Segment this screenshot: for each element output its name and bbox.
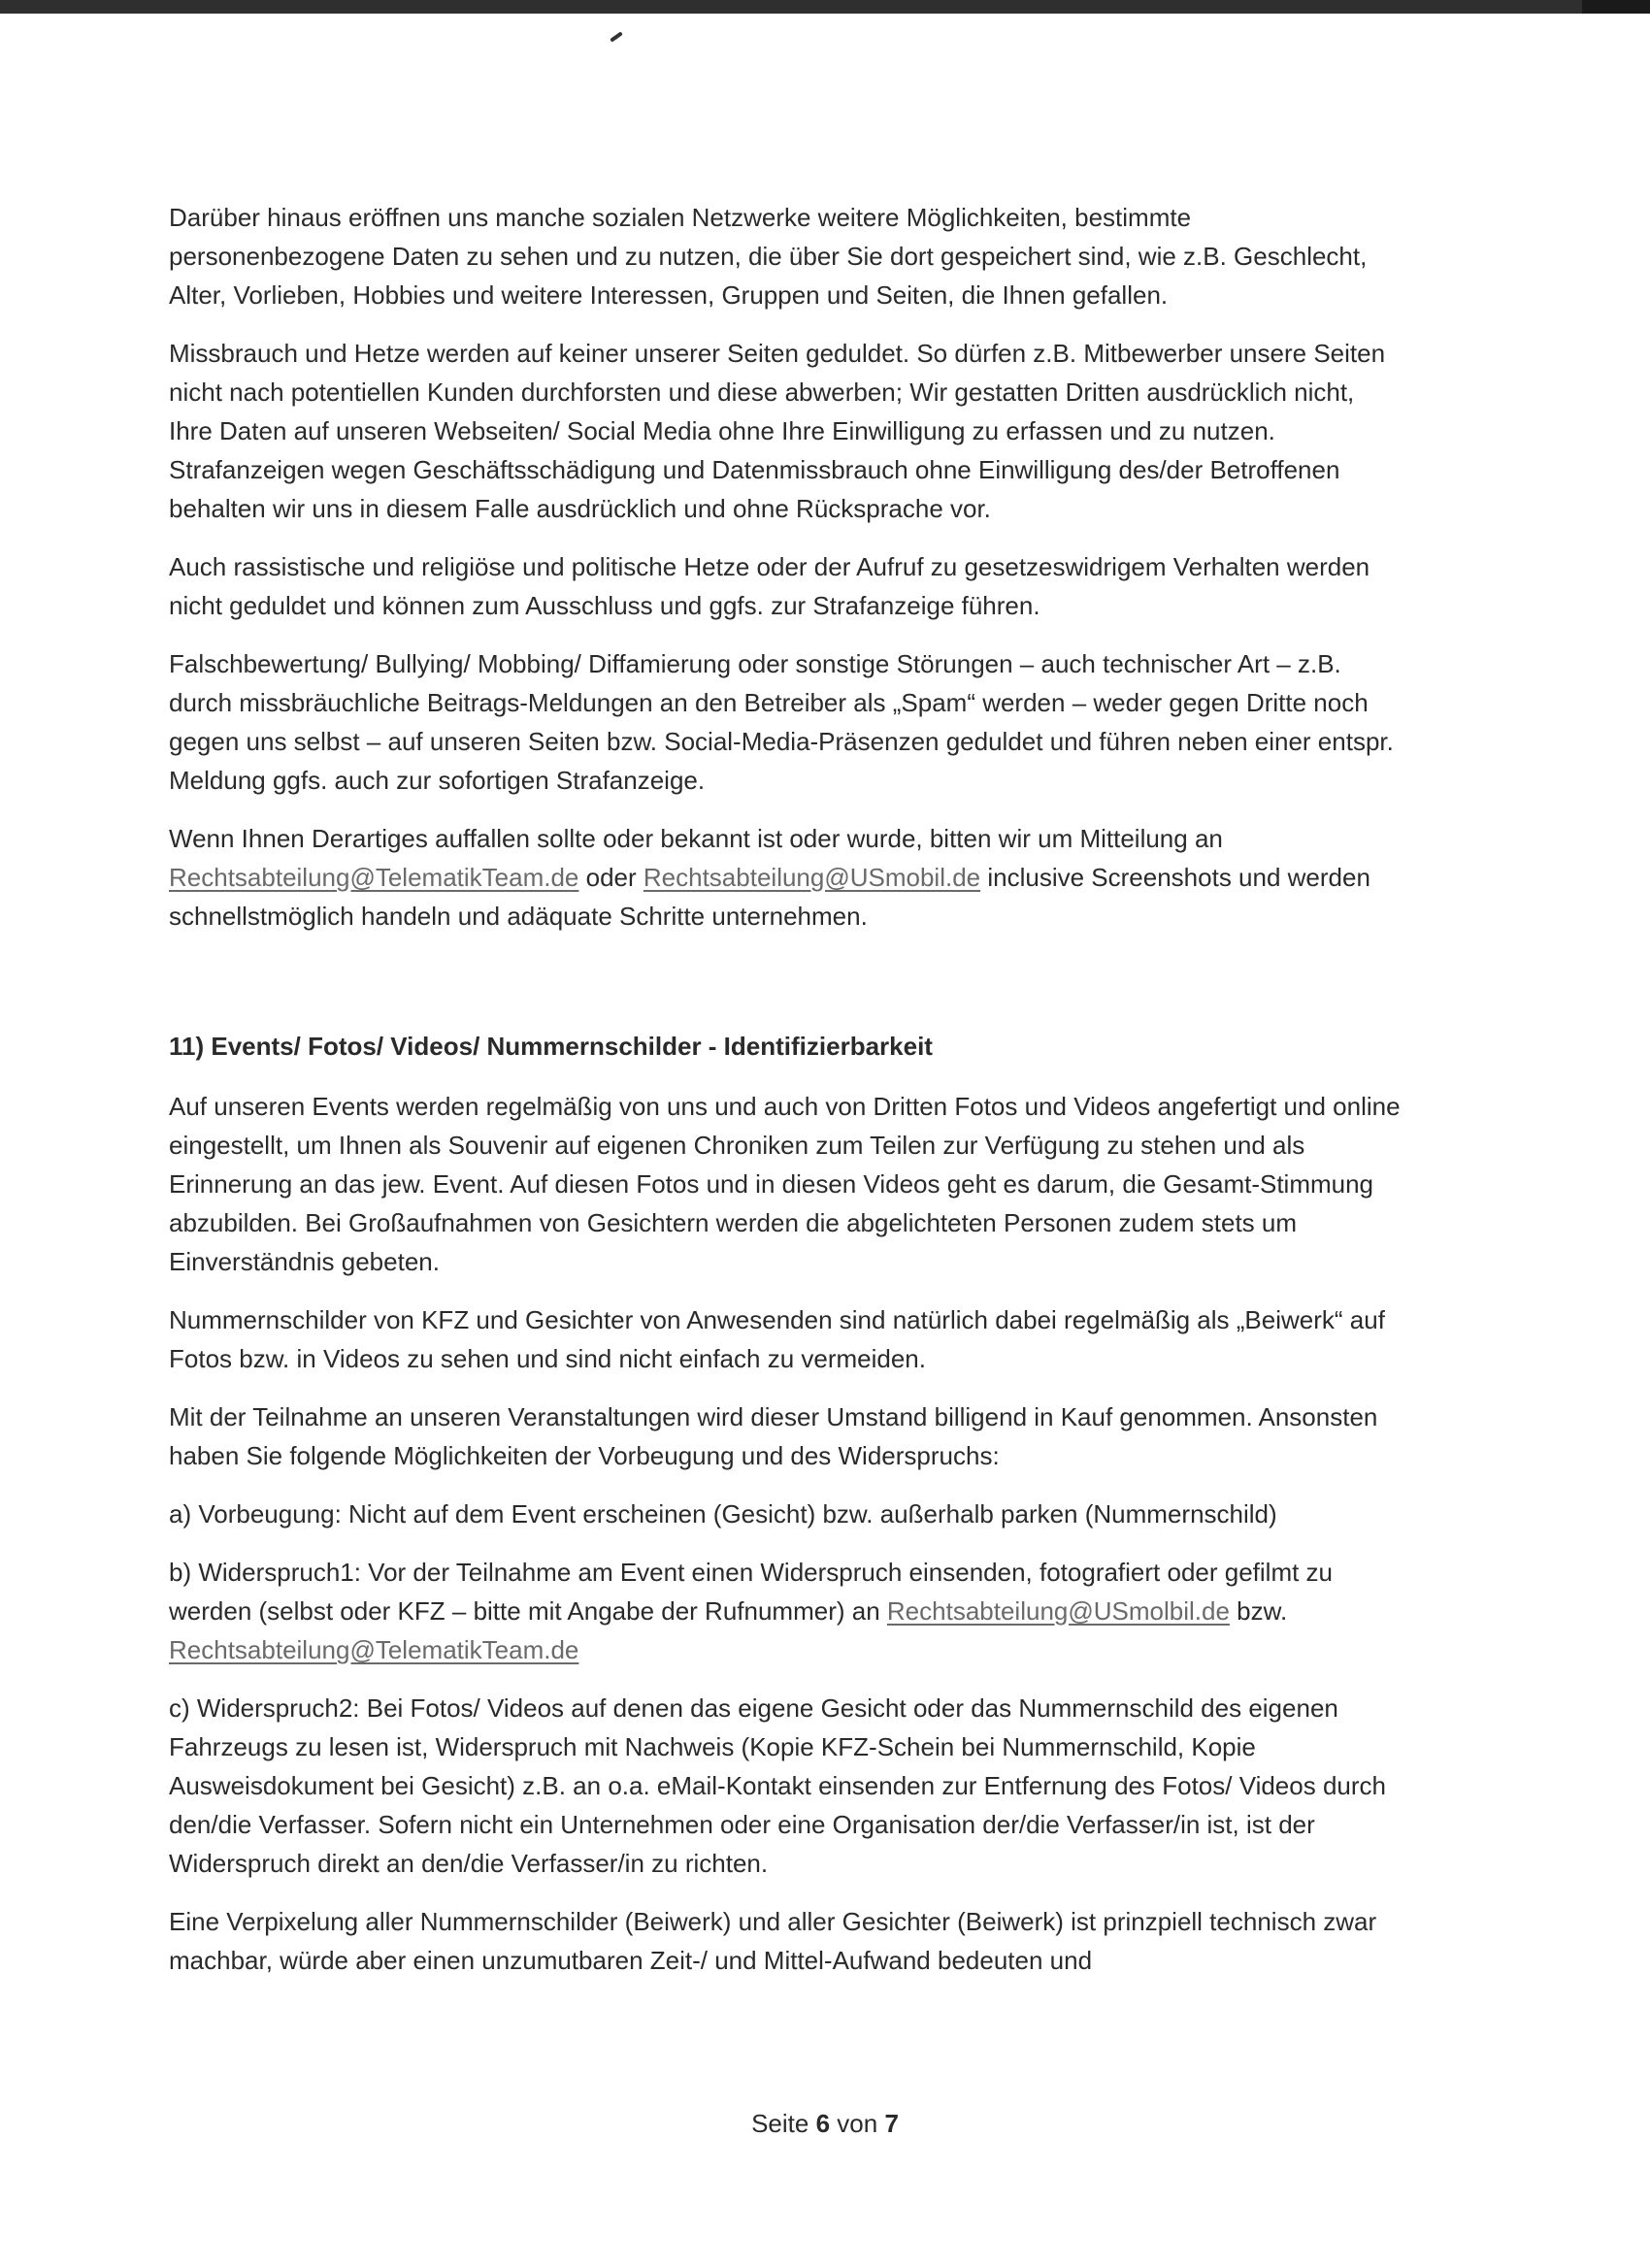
footer-page-total: 7 (884, 2109, 899, 2138)
paragraph-objection-1 (169, 1553, 1402, 1669)
paragraph-false-ratings: Falschbewertung/ Bullying/ Mobbing/ Diffamierung oder sonstige Störungen – auch technischer Art – z.B. durch missbräuchliche Beitrags-Meldungen an den Betreiber als „Spam“ werden – weder gegen Dritte noch gegen uns selbst – auf unseren Seiten bzw. Social-Media-Präsenzen geduldet und führen neben einer entspr. Meldung ggfs. auch zur sofortigen Strafanzeige. (169, 649, 1394, 795)
section-heading: 11) Events/ Fotos/ Videos/ Nummernschilder - Identifizierbarkeit (169, 1032, 933, 1061)
footer-prefix: Seite (751, 2109, 816, 2138)
contact-text-2: oder (578, 863, 644, 892)
email-link-usmobil[interactable]: Rechtsabteilung@USmobil.de (643, 863, 981, 892)
paragraph-events: Auf unseren Events werden regelmäßig von uns und auch von Dritten Fotos und Videos angefertigt und online eingestellt, um Ihnen als Souvenir auf eigenen Chroniken zum Teilen zur Verfügung zu stehen und als Erinnerung an das jew. Event. Auf diesen Fotos und in diesen Videos geht es darum, die Gesamt-Stimmung abzubilden. Bei Großaufnahmen von Gesichtern werden die abgelichteten Personen zudem stets um Einverständnis gebeten. (169, 1092, 1401, 1276)
email-link-usmolbil[interactable]: Rechtsabteilung@USmolbil.de (886, 1596, 1230, 1626)
paragraph-license-plates: Nummernschilder von KFZ und Gesichter von Anwesenden sind natürlich dabei regelmäßig als „Beiwerk“ auf Fotos bzw. in Videos zu sehen und sind nicht einfach zu vermeiden. (169, 1305, 1385, 1373)
email-link-telematikteam[interactable]: Rechtsabteilung@TelematikTeam.de (169, 863, 579, 892)
paragraph-objection-2: c) Widerspruch2: Bei Fotos/ Videos auf denen das eigene Gesicht oder das Nummernschild des eigenen Fahrzeugs zu lesen ist, Widerspruch mit Nachweis (Kopie KFZ-Schein bei Nummernschild, Kopie Ausweisdokument bei Gesicht) z.B. an o.a. eMail-Kontakt einsenden zur Entfernung des Fotos/ Videos durch den/die Verfasser. Sofern nicht ein Unternehmen oder eine Organisation der/die Verfasser/in ist, ist der Widerspruch direkt an den/die Verfasser/in zu richten. (169, 1693, 1386, 1878)
paragraph-abuse: Missbrauch und Hetze werden auf keiner unserer Seiten geduldet. So dürfen z.B. Mitbewerber unsere Seiten nicht nach potentiellen Kunden durchforsten und diese abwerben; Wir gestatten Dritten ausdrücklich nicht, Ihre Daten auf unseren Webseiten/ Social Media ohne Ihre Einwilligung zu erfassen und zu nutzen. Strafanzeigen wegen Geschäftsschädigung und Datenmissbrauch ohne Einwilligung des/der Betroffenen behalten wir uns in diesem Falle ausdrücklich und ohne Rücksprache vor. (169, 339, 1386, 523)
paragraph-pixelation: Eine Verpixelung aller Nummernschilder (Beiwerk) und aller Gesichter (Beiwerk) ist prinzpiell technisch zwar machbar, würde aber einen unzumutbaren Zeit-/ und Mittel-Aufwand bedeuten und (169, 1907, 1377, 1975)
paragraph-participation: Mit der Teilnahme an unseren Veranstaltungen wird dieser Umstand billigend in Kauf genommen. Ansonsten haben Sie folgende Möglichkeiten der Vorbeugung und des Widerspruchs: (169, 1402, 1378, 1470)
contact-text-1: Wenn Ihnen Derartiges auffallen sollte oder bekannt ist oder wurde, bitten wir um Mitteilung an (169, 824, 1223, 853)
contact-text-3: inclusive Screenshots und werden schnellstmöglich handeln und adäquate Schritte unternehmen. (169, 863, 1370, 931)
footer-page-number: 6 (815, 2109, 831, 2138)
page-footer (0, 2104, 1650, 2143)
footer-middle: von (830, 2109, 885, 2138)
pen-mark (610, 31, 623, 42)
objection-text-2: bzw. (1229, 1596, 1288, 1626)
email-link-telematikteam-2[interactable]: Rechtsabteilung@TelematikTeam.de (169, 1635, 579, 1664)
paragraph-social-networks: Darüber hinaus eröffnen uns manche sozialen Netzwerke weitere Möglichkeiten, bestimmte personenbezogene Daten zu sehen und zu nutzen, die über Sie dort gespeichert sind, wie z.B. Geschlecht, Alter, Vorlieben, Hobbies und weitere Interessen, Gruppen und Seiten, die Ihnen gefallen. (169, 203, 1368, 310)
paragraph-prevention: a) Vorbeugung: Nicht auf dem Event erscheinen (Gesicht) bzw. außerhalb parken (Nummernschild) (169, 1499, 1277, 1528)
paragraph-hate-speech: Auch rassistische und religiöse und politische Hetze oder der Aufruf zu gesetzeswidrigem Verhalten werden nicht geduldet und können zum Ausschluss und ggfs. zur Strafanzeige führen. (169, 552, 1370, 620)
objection-text-1: b) Widerspruch1: Vor der Teilnahme am Event einen Widerspruch einsenden, fotografiert oder gefilmt zu werden (selbst oder KFZ – bitte mit Angabe der Rufnummer) an (169, 1558, 1334, 1626)
document-body (169, 198, 1402, 1999)
paragraph-contact (169, 819, 1402, 936)
scan-edge-bar (0, 0, 1650, 14)
scan-edge-mark (1582, 0, 1650, 14)
